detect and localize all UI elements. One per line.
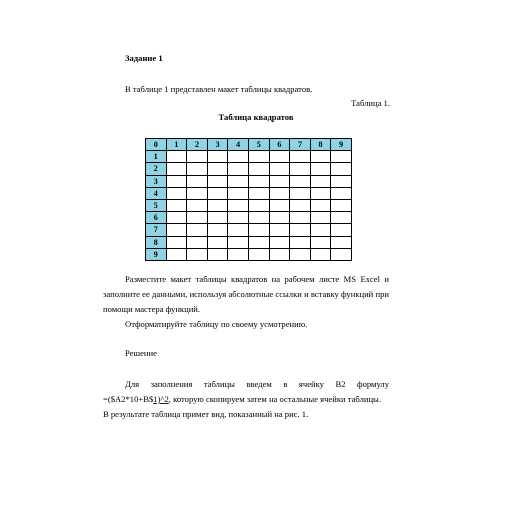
empty-cell [228,163,249,175]
empty-cell [269,187,290,199]
empty-cell [207,187,228,199]
empty-cell [207,224,228,236]
empty-cell [290,163,311,175]
header-cell: 4 [228,139,249,151]
row-label-cell: 7 [146,224,167,236]
instruction-line-2: заполните ее данными, используя абсолютные ссылки и вставку функций при [103,289,389,299]
row-label-cell: 5 [146,199,167,211]
empty-cell [310,151,331,163]
solution-heading: Решение [125,348,157,358]
empty-cell [228,187,249,199]
row-label-cell: 6 [146,212,167,224]
empty-cell [248,248,269,260]
intro-paragraph: В таблице 1 представлен макет таблицы квадратов. [125,84,313,94]
empty-cell [166,151,187,163]
table-row [146,236,352,248]
empty-cell [207,248,228,260]
empty-cell [310,236,331,248]
empty-cell [248,175,269,187]
empty-cell [290,224,311,236]
solution-line-2-rest: , которую скопируем затем на остальные ячейки таблицы. [168,394,381,404]
header-cell: 3 [207,139,228,151]
formula-underlined-text: 1)^2 [153,394,169,404]
empty-cell [248,199,269,211]
empty-cell [310,212,331,224]
empty-cell [207,236,228,248]
header-cell: 0 [146,139,167,151]
header-cell: 9 [331,139,352,151]
empty-cell [331,236,352,248]
empty-cell [207,151,228,163]
empty-cell [290,199,311,211]
empty-cell [248,212,269,224]
instruction-line-4: Отформатируйте таблицу по своему усмотрению. [125,319,308,329]
squares-table [145,138,352,261]
row-label-cell: 9 [146,248,167,260]
empty-cell [166,236,187,248]
formula-text: =($A2*10+B$ [103,394,154,404]
empty-cell [207,212,228,224]
row-label-cell: 1 [146,151,167,163]
empty-cell [228,224,249,236]
header-cell: 7 [290,139,311,151]
empty-cell [269,248,290,260]
empty-cell [166,199,187,211]
empty-cell [269,199,290,211]
row-label-cell: 2 [146,163,167,175]
empty-cell [290,248,311,260]
empty-cell [331,224,352,236]
empty-cell [228,248,249,260]
table-row [146,212,352,224]
empty-cell [207,199,228,211]
empty-cell [166,248,187,260]
empty-cell [166,187,187,199]
empty-cell [290,151,311,163]
table-header-row [146,139,352,151]
table-row [146,163,352,175]
table-row [146,248,352,260]
empty-cell [269,236,290,248]
table-row [146,224,352,236]
table-row [146,199,352,211]
empty-cell [310,224,331,236]
solution-line-1: Для заполнения таблицы введем в ячейку В2 формулу [125,379,389,389]
empty-cell [187,151,208,163]
empty-cell [310,199,331,211]
empty-cell [248,236,269,248]
table-number: Таблица 1. [351,98,390,108]
instruction-line-3: помощи мастера функций. [103,304,201,314]
empty-cell [331,212,352,224]
task-heading: Задание 1 [125,53,163,63]
empty-cell [310,248,331,260]
empty-cell [290,187,311,199]
empty-cell [290,212,311,224]
empty-cell [166,163,187,175]
table-row [146,151,352,163]
empty-cell [207,175,228,187]
header-cell: 5 [248,139,269,151]
empty-cell [331,175,352,187]
empty-cell [331,199,352,211]
header-cell: 2 [187,139,208,151]
empty-cell [269,212,290,224]
row-label-cell: 8 [146,236,167,248]
empty-cell [228,151,249,163]
header-cell: 1 [166,139,187,151]
row-label-cell: 4 [146,187,167,199]
empty-cell [187,163,208,175]
table-title: Таблица квадратов [218,112,294,122]
empty-cell [331,163,352,175]
empty-cell [248,151,269,163]
empty-cell [269,151,290,163]
empty-cell [331,248,352,260]
empty-cell [187,175,208,187]
empty-cell [187,224,208,236]
empty-cell [331,187,352,199]
empty-cell [248,224,269,236]
empty-cell [187,199,208,211]
row-label-cell: 3 [146,175,167,187]
empty-cell [269,163,290,175]
empty-cell [269,175,290,187]
empty-cell [207,163,228,175]
empty-cell [310,187,331,199]
empty-cell [187,236,208,248]
empty-cell [228,212,249,224]
solution-line-2 [103,394,389,406]
empty-cell [248,163,269,175]
empty-cell [290,236,311,248]
empty-cell [248,187,269,199]
empty-cell [187,212,208,224]
empty-cell [269,224,290,236]
empty-cell [228,175,249,187]
empty-cell [228,236,249,248]
empty-cell [187,248,208,260]
empty-cell [166,212,187,224]
empty-cell [331,151,352,163]
header-cell: 8 [310,139,331,151]
empty-cell [290,175,311,187]
empty-cell [187,187,208,199]
empty-cell [310,175,331,187]
table-row [146,187,352,199]
header-cell: 6 [269,139,290,151]
empty-cell [228,199,249,211]
table-row [146,175,352,187]
empty-cell [310,163,331,175]
empty-cell [166,224,187,236]
solution-line-3: В результате таблица примет вид, показанный на рис. 1. [103,409,309,419]
empty-cell [166,175,187,187]
instruction-line-1: Разместите макет таблицы квадратов на рабочем листе MS Excel и [125,274,389,284]
